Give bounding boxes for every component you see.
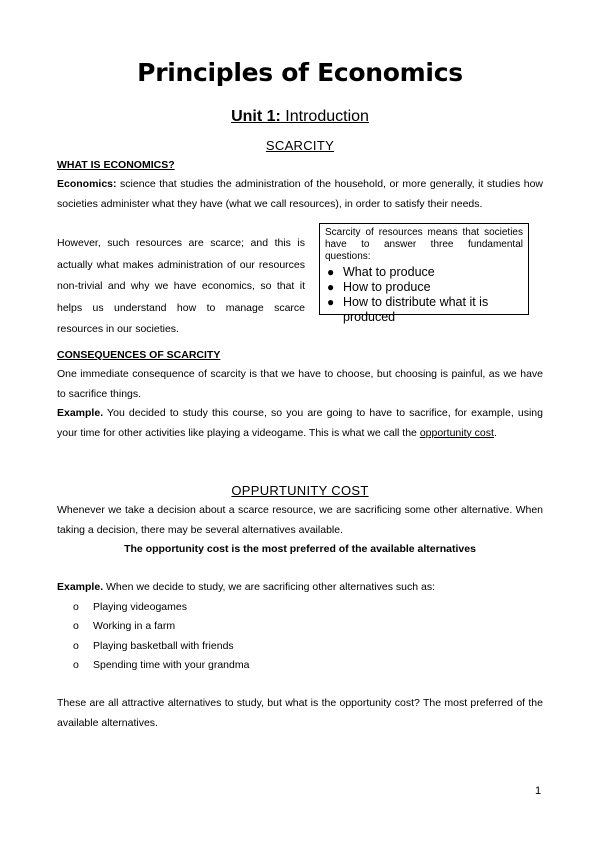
scarce-resources-paragraph: However, such resources are scarce; and this is actually what makes administration of our resources non-trivial and why we have economics, so that it helps us understand how to manage scarce resources in our societies.	[57, 237, 305, 335]
document-title: Principles of Economics	[137, 58, 463, 87]
bullet-icon: ●	[327, 265, 335, 279]
definition-term: Economics:	[57, 178, 117, 190]
list-item	[73, 637, 249, 656]
example-end: .	[493, 426, 497, 439]
example-label: Example.	[57, 407, 104, 419]
box-intro: Scarcity of resources means that societies have to answer three fundamental questions:	[325, 227, 523, 262]
opportunity-cost-term: opportunity cost	[419, 426, 494, 439]
fundamental-questions-list	[325, 265, 523, 325]
alternatives-list	[73, 598, 249, 675]
opportunity-intro: Whenever we take a decision about a scarce resource, we are sacrificing some other alternative. When taking a decision, there may be several alternatives available.	[57, 504, 543, 536]
question-item	[325, 280, 523, 295]
example-text: When we decide to study, we are sacrificing other alternatives such as:	[103, 581, 435, 593]
bullet-icon: ●	[327, 295, 335, 309]
question-text: How to distribute what it is produced	[343, 295, 489, 324]
example-text: You decided to study this course, so you are going to have to sacrifice, for example, using your time for other activities like playing a videogame. This is what we call the	[57, 407, 543, 439]
list-marker: o	[73, 639, 79, 652]
list-marker: o	[73, 620, 79, 633]
consequence-paragraph: One immediate consequence of scarcity is that we have to choose, but choosing is painful, as we have to sacrifice things.	[57, 368, 543, 400]
list-marker: o	[73, 601, 79, 613]
list-item	[73, 617, 249, 636]
page-number: 1	[535, 785, 542, 797]
alternative-text: Working in a farm	[93, 620, 176, 633]
unit-title: Introduction	[280, 108, 369, 125]
question-text: How to produce	[343, 280, 431, 294]
unit-label: Unit 1:	[231, 108, 281, 125]
section-title-opportunity-cost: OPPURTUNITY COST	[231, 483, 369, 498]
scarcity-example	[57, 404, 543, 443]
key-statement: The opportunity cost is the most preferred of the available alternatives	[124, 543, 476, 555]
question-item	[325, 295, 523, 325]
closing-paragraph: These are all attractive alternatives to study, but what is the opportunity cost? The most preferred of the available alternatives.	[57, 697, 543, 729]
section-title-scarcity: SCARCITY	[265, 138, 335, 153]
opportunity-example	[57, 578, 543, 598]
question-text: What to produce	[343, 265, 435, 279]
question-item	[325, 265, 523, 280]
list-item	[73, 598, 249, 617]
definition-text: science that studies the administration of the household, or more generally, it studies how societies administer what they have (what we call resources), in order to satisfy their needs.	[57, 178, 543, 210]
economics-definition	[57, 175, 543, 214]
alternative-text: Playing basketball with friends	[93, 639, 234, 652]
alternative-text: Spending time with your grandma	[93, 658, 250, 671]
bullet-icon: ●	[327, 280, 335, 294]
fundamental-questions-box	[319, 223, 529, 324]
example-label: Example.	[57, 581, 104, 593]
unit-heading	[0, 108, 600, 126]
heading-what-is-economics: WHAT IS ECONOMICS?	[57, 159, 175, 171]
list-marker: o	[73, 658, 79, 671]
list-item	[73, 656, 249, 675]
alternative-text: Playing videogames	[93, 601, 187, 613]
heading-consequences: CONSEQUENCES OF SCARCITY	[57, 349, 221, 361]
